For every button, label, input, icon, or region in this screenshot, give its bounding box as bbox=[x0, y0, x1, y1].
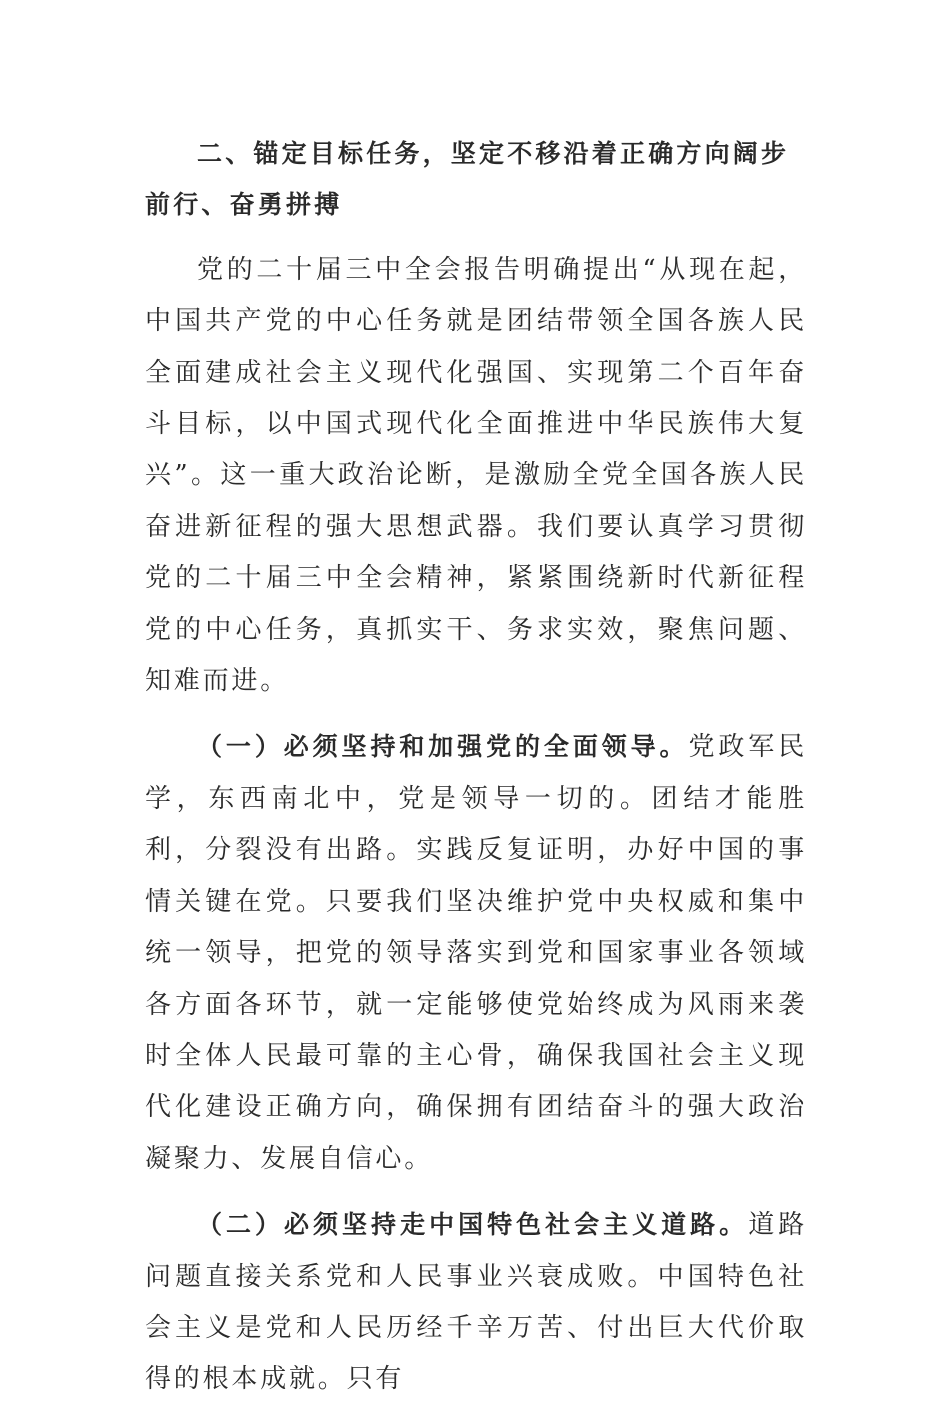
item-2-paragraph bbox=[145, 1199, 807, 1406]
item-2-body: 道路问题直接关系党和人民事业兴衰成败。中国特色社会主义是党和人民历经千辛万苦、付出巨大代价取得的根本成就。只有 bbox=[145, 1210, 807, 1395]
intro-paragraph: 党的二十届三中全会报告明确提出“从现在起，中国共产党的中心任务就是团结带领全国各族人民全面建成社会主义现代化强国、实现第二个百年奋斗目标，以中国式现代化全面推进中华民族伟大复兴”。这一重大政治论断，是激励全党全国各族人民奋进新征程的强大思想武器。我们要认真学习贯彻党的二十届三中全会精神，紧紧围绕新时代新征程党的中心任务，真抓实干、务求实效，聚焦问题、知难而进。 bbox=[145, 254, 807, 697]
section-heading: 二、锚定目标任务，坚定不移沿着正确方向阔步前行、奋勇拼搏 bbox=[145, 139, 790, 220]
item-1-title: （一）必须坚持和加强党的全面领导。 bbox=[197, 732, 689, 762]
document-body bbox=[145, 128, 807, 1406]
item-1-paragraph bbox=[145, 721, 807, 1185]
item-2-title: （二）必须坚持走中国特色社会主义道路。 bbox=[197, 1210, 749, 1240]
item-1-body: 党政军民学，东西南北中，党是领导一切的。团结才能胜利，分裂没有出路。实践反复证明，办好中国的事情关键在党。只要我们坚决维护党中央权威和集中统一领导，把党的领导落实到党和国家事业各领域各方面各环节，就一定能够使党始终成为风雨来袭时全体人民最可靠的主心骨，确保我国社会主义现代化建设正确方向，确保拥有团结奋斗的强大政治凝聚力、发展自信心。 bbox=[145, 732, 807, 1174]
